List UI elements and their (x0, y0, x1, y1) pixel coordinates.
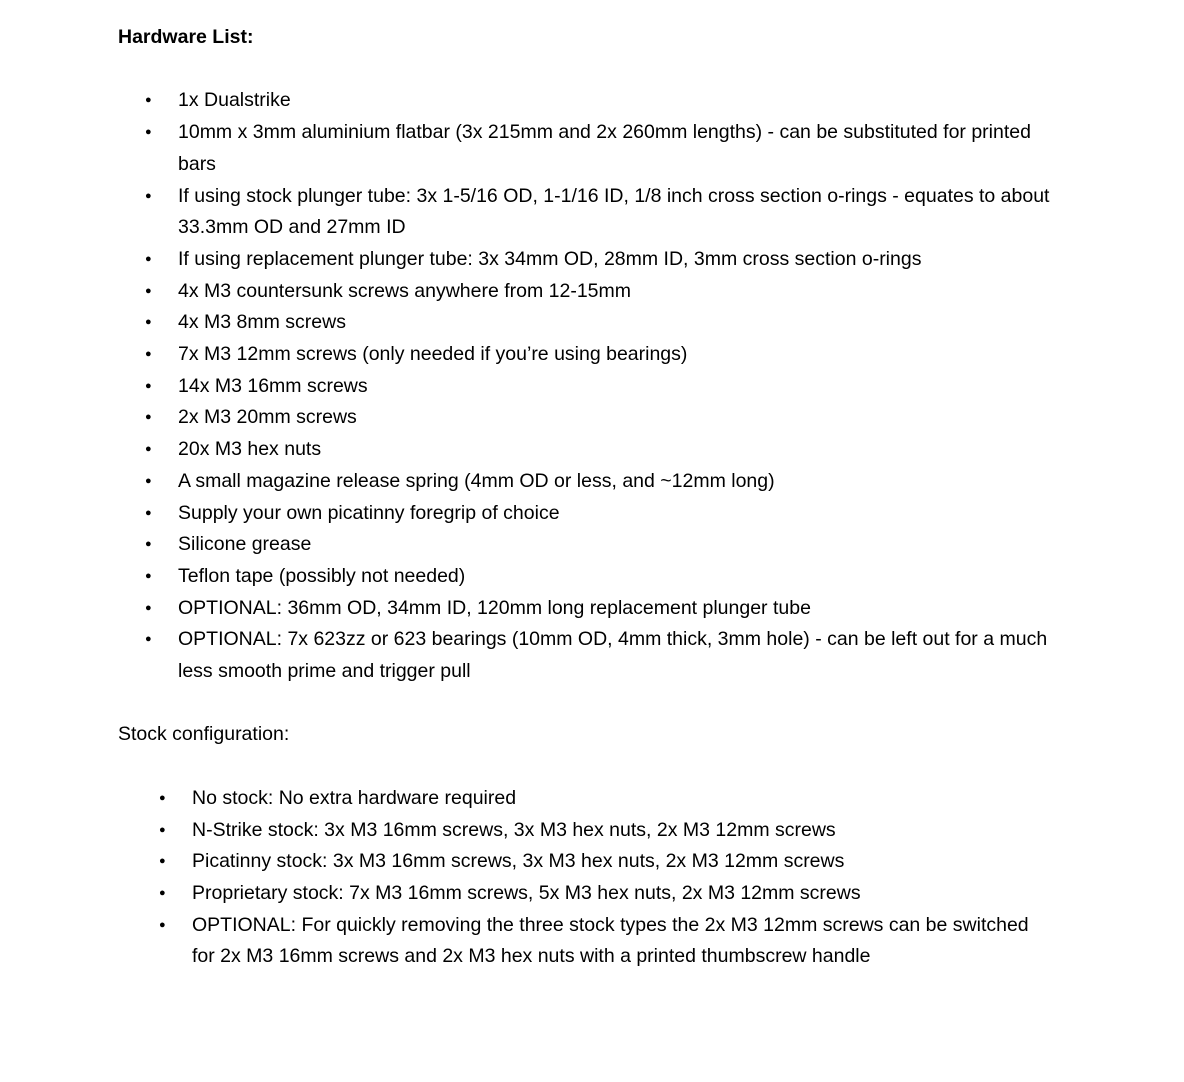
list-item: ● If using replacement plunger tube: 3x 34mm OD, 28mm ID, 3mm cross section o-rings (178, 244, 1054, 276)
list-item: ● Proprietary stock: 7x M3 16mm screws, 5x M3 hex nuts, 2x M3 12mm screws (192, 878, 1054, 910)
list-item: ● If using stock plunger tube: 3x 1-5/16 OD, 1-1/16 ID, 1/8 inch cross section o-rings - equates to about 33.3mm OD and 27mm ID (178, 181, 1054, 244)
list-item: ● A small magazine release spring (4mm OD or less, and ~12mm long) (178, 466, 1054, 498)
list-item: ● 2x M3 20mm screws (178, 402, 1054, 434)
stock-configuration-heading: Stock configuration: (118, 723, 290, 746)
stock-configuration-list (118, 783, 1184, 973)
list-item: ● Silicone grease (178, 529, 1054, 561)
list-item: ● 4x M3 8mm screws (178, 307, 1054, 339)
list-item: ● Supply your own picatinny foregrip of choice (178, 498, 1054, 530)
list-item: ● OPTIONAL: 7x 623zz or 623 bearings (10mm OD, 4mm thick, 3mm hole) - can be left out for a much less smooth prime and trigger pull (178, 624, 1054, 687)
hardware-list-heading: Hardware List: (118, 26, 254, 48)
list-item: ● 10mm x 3mm aluminium flatbar (3x 215mm and 2x 260mm lengths) - can be substituted for printed bars (178, 117, 1054, 180)
list-item: ● Teflon tape (possibly not needed) (178, 561, 1054, 593)
hardware-list (118, 85, 1184, 687)
list-item: ● No stock: No extra hardware required (192, 783, 1054, 815)
list-item: ● 20x M3 hex nuts (178, 434, 1054, 466)
list-item: ● 7x M3 12mm screws (only needed if you’re using bearings) (178, 339, 1054, 371)
list-item: ● Picatinny stock: 3x M3 16mm screws, 3x M3 hex nuts, 2x M3 12mm screws (192, 846, 1054, 878)
list-item: ● 1x Dualstrike (178, 85, 1054, 117)
list-item: ● 4x M3 countersunk screws anywhere from 12-15mm (178, 276, 1054, 308)
list-item: ● 14x M3 16mm screws (178, 371, 1054, 403)
list-item: ● OPTIONAL: For quickly removing the three stock types the 2x M3 12mm screws can be switched for 2x M3 16mm screws and 2x M3 hex nuts with a printed thumbscrew handle (192, 910, 1054, 973)
list-item: ● OPTIONAL: 36mm OD, 34mm ID, 120mm long replacement plunger tube (178, 593, 1054, 625)
list-item: ● N-Strike stock: 3x M3 16mm screws, 3x M3 hex nuts, 2x M3 12mm screws (192, 815, 1054, 847)
